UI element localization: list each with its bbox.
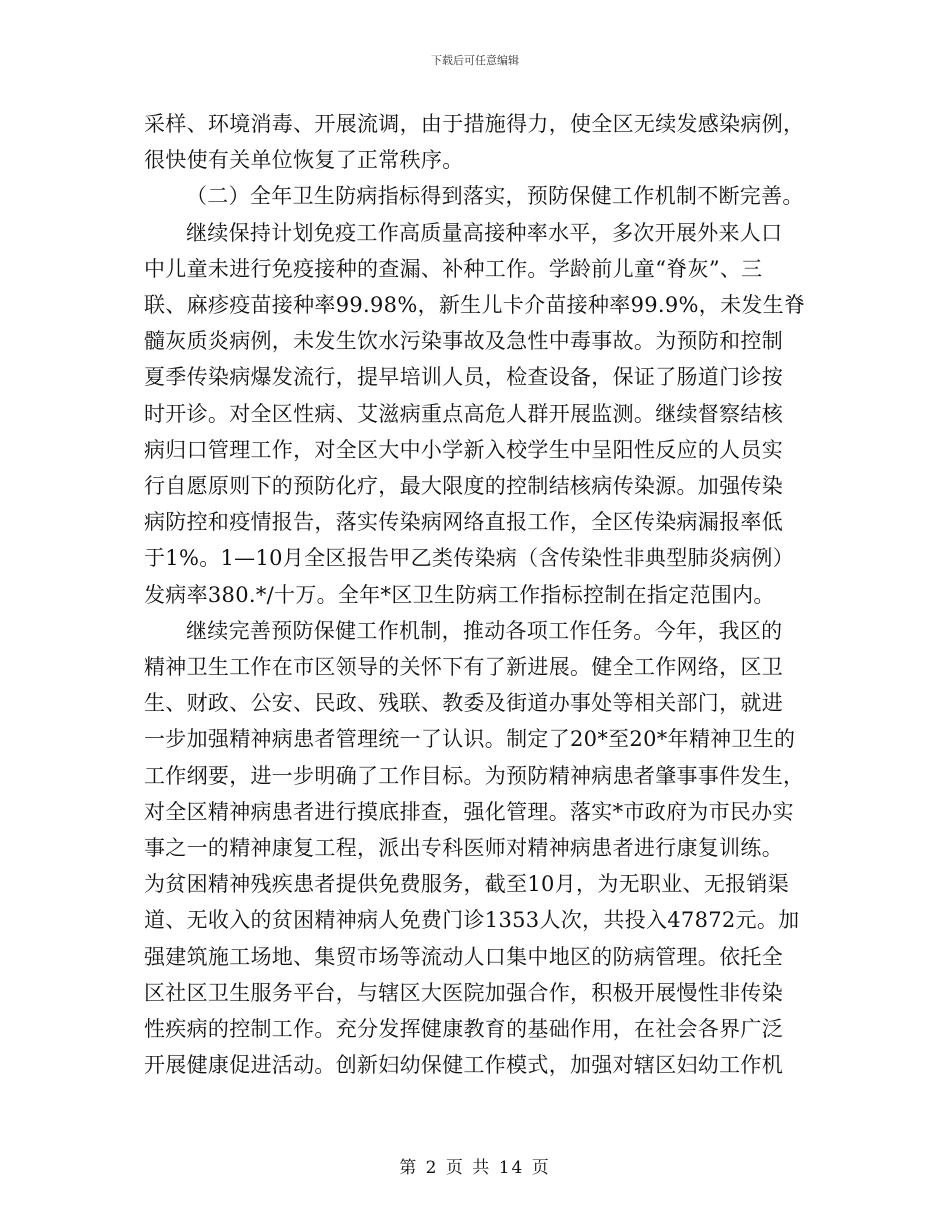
text-line: 中儿童未进行免疫接种的查漏、补种工作。学龄前儿童“脊灰”、三 — [144, 256, 763, 281]
text-line: 髓灰质炎病例，未发生饮水污染事故及急性中毒事故。为预防和控制 — [144, 329, 783, 354]
text-line: 夏季传染病爆发流行，提早培训人员，检查设备，保证了肠道门诊按 — [144, 365, 783, 390]
document-body — [144, 106, 812, 1083]
text-line: 于1%。1—10月全区报告甲乙类传染病（含传染性非典型肺炎病例） — [144, 546, 794, 571]
text-line: 事之一的精神康复工程，派出专科医师对精神病患者进行康复训练。 — [144, 836, 783, 861]
text-line: 时开诊。对全区性病、艾滋病重点高危人群开展监测。继续督察结核 — [144, 401, 783, 426]
text-line: 病归口管理工作，对全区大中小学新入校学生中呈阳性反应的人员实 — [144, 437, 783, 462]
text-line: 对全区精神病患者进行摸底排查，强化管理。落实*市政府为市民办实 — [144, 799, 794, 824]
page-number: 第 2 页 共 14 页 — [399, 1158, 551, 1178]
text-line: 工作纲要，进一步明确了工作目标。为预防精神病患者肇事事件发生， — [144, 763, 805, 788]
text-line: （二）全年卫生防病指标得到落实，预防保健工作机制不断完善。 — [186, 184, 804, 209]
paragraph — [144, 613, 812, 1084]
section-heading — [144, 178, 812, 214]
text-line: 道、无收入的贫困精神病人免费门诊1353人次，共投入47872元。加 — [144, 908, 800, 933]
text-line: 区社区卫生服务平台，与辖区大医院加强合作，积极开展慢性非传染 — [144, 980, 783, 1005]
text-line: 开展健康促进活动。创新妇幼保健工作模式，加强对辖区妇幼工作机 — [144, 1053, 783, 1078]
text-line: 联、麻疹疫苗接种率99.98%，新生儿卡介苗接种率99.9%，未发生脊 — [144, 293, 806, 318]
text-line: 为贫困精神残疾患者提供免费服务，截至10月，为无职业、无报销渠 — [144, 872, 790, 897]
text-line: 发病率380.*/十万。全年*区卫生防病工作指标控制在指定范围内。 — [144, 582, 775, 607]
text-line: 很快使有关单位恢复了正常秩序。 — [144, 148, 464, 173]
text-line: 行自愿原则下的预防化疗，最大限度的控制结核病传染源。加强传染 — [144, 474, 783, 499]
text-line: 精神卫生工作在市区领导的关怀下有了新进展。健全工作网络，区卫 — [144, 655, 783, 680]
text-line: 采样、环境消毒、开展流调，由于措施得力，使全区无续发感染病例， — [144, 112, 805, 136]
paragraph — [144, 215, 812, 613]
text-line: 生、财政、公安、民政、残联、教委及街道办事处等相关部门，就进 — [144, 691, 783, 716]
paragraph — [144, 106, 812, 178]
text-line: 病防控和疫情报告，落实传染病网络直报工作，全区传染病漏报率低 — [144, 510, 783, 535]
text-line: 继续保持计划免疫工作高质量高接种率水平，多次开展外来人口 — [186, 220, 783, 245]
text-line: 一步加强精神病患者管理统一了认识。制定了20*至20*年精神卫生的 — [144, 727, 796, 752]
page-header-note: 下载后可任意编辑 — [431, 54, 519, 67]
text-line: 强建筑施工场地、集贸市场等流动人口集中地区的防病管理。依托全 — [144, 944, 783, 969]
text-line: 继续完善预防保健工作机制，推动各项工作任务。今年，我区的 — [186, 618, 783, 643]
text-line: 性疾病的控制工作。充分发挥健康教育的基础作用，在社会各界广泛 — [144, 1017, 783, 1042]
